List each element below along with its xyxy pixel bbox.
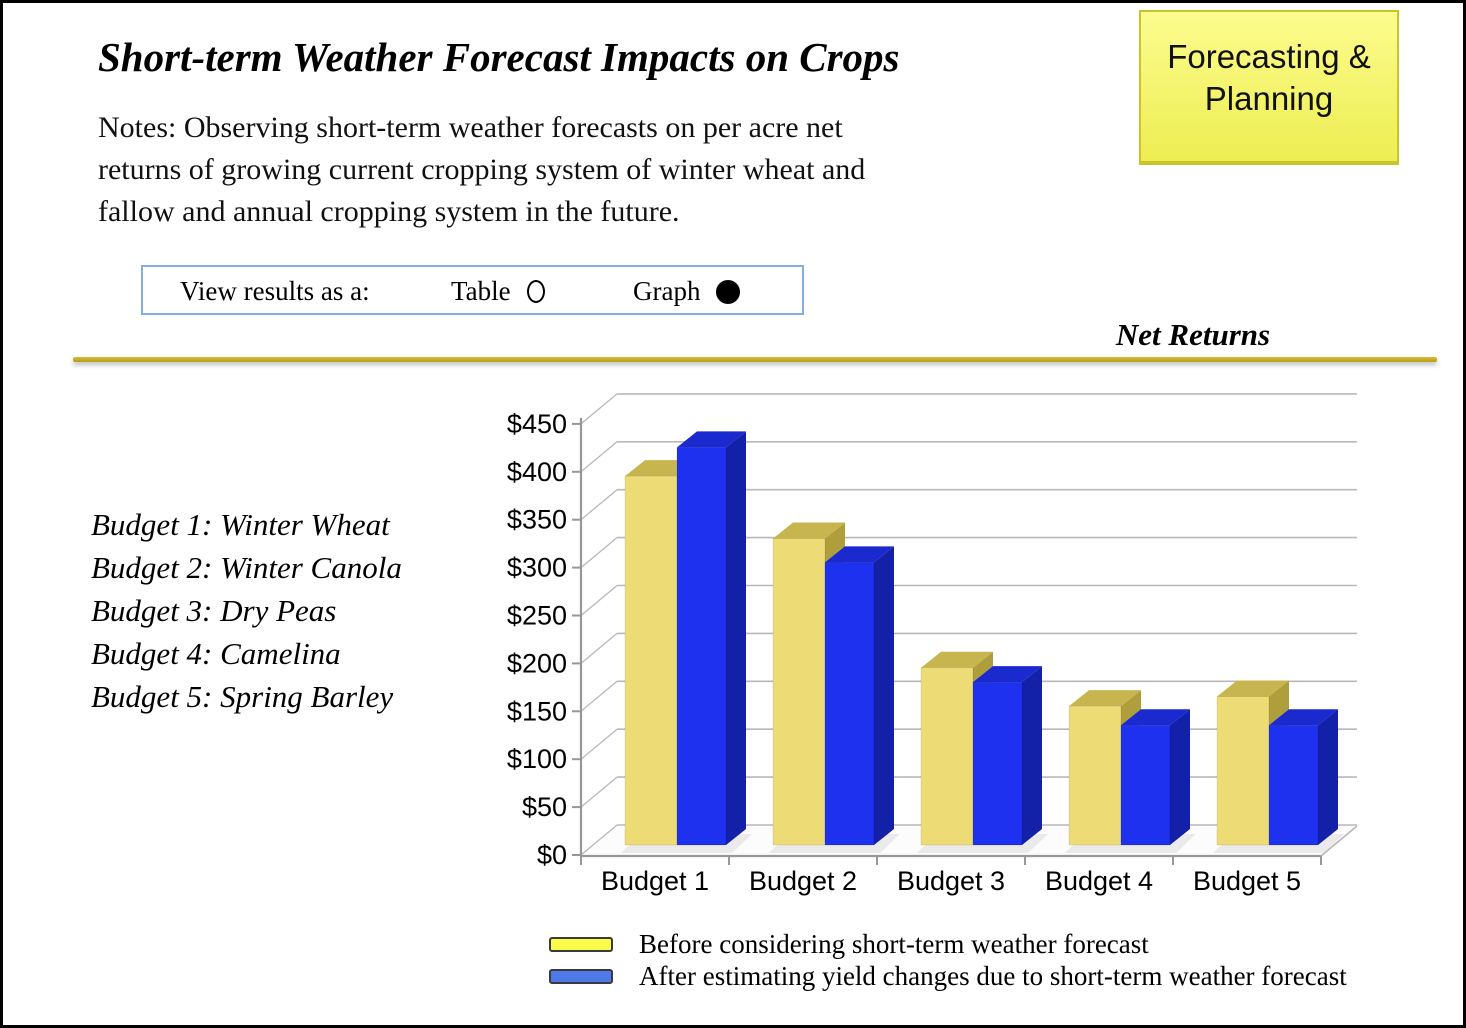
budget-key-item: Budget 4: Camelina xyxy=(91,636,341,671)
graph-option-label: Graph xyxy=(633,276,701,306)
tag-line-2: Planning xyxy=(1204,79,1334,117)
notes-text xyxy=(98,107,865,233)
net-returns-3d-bar-chart xyxy=(488,378,1438,923)
after-series-label: After estimating yield changes due to short-term weather forecast xyxy=(639,960,1347,991)
svg-text:$350: $350 xyxy=(506,504,567,535)
svg-text:$50: $50 xyxy=(521,792,567,823)
table-option[interactable] xyxy=(451,276,545,307)
bar-after-budget-5 xyxy=(1269,709,1338,845)
tag-line-1: Forecasting & xyxy=(1167,37,1371,75)
budget-key xyxy=(91,503,402,718)
graph-option[interactable] xyxy=(633,276,740,307)
svg-text:$250: $250 xyxy=(506,600,567,631)
before-series-swatch xyxy=(549,937,613,952)
svg-text:Budget 1: Budget 1 xyxy=(600,866,710,896)
legend-row-after xyxy=(549,960,1439,991)
view-results-toggle xyxy=(141,265,804,315)
svg-text:Budget 4: Budget 4 xyxy=(1044,866,1154,896)
bar-after-budget-4 xyxy=(1121,709,1190,845)
budget-key-item: Budget 3: Dry Peas xyxy=(91,593,337,628)
svg-text:$400: $400 xyxy=(506,456,567,487)
notes-line-1: Notes: Observing short-term weather forecasts on per acre net xyxy=(98,111,843,144)
gold-divider xyxy=(73,357,1437,362)
notes-line-2: returns of growing current cropping system of winter wheat and xyxy=(98,153,866,186)
budget-key-item: Budget 1: Winter Wheat xyxy=(91,507,390,542)
legend-row-before xyxy=(549,928,1439,959)
table-radio-button[interactable] xyxy=(527,280,545,303)
before-series-label: Before considering short-term weather forecast xyxy=(639,928,1149,959)
bar-after-budget-1 xyxy=(677,431,746,845)
chart-title: Net Returns xyxy=(1115,317,1271,352)
svg-text:$100: $100 xyxy=(506,744,567,775)
after-series-swatch xyxy=(549,969,613,984)
table-option-label: Table xyxy=(451,276,511,306)
page-title: Short-term Weather Forecast Impacts on Crops xyxy=(98,34,900,80)
svg-text:$0: $0 xyxy=(536,840,567,870)
svg-text:Budget 2: Budget 2 xyxy=(748,866,858,896)
svg-text:$450: $450 xyxy=(506,408,567,439)
svg-text:Budget 3: Budget 3 xyxy=(896,866,1006,896)
chart-legend xyxy=(549,928,1439,995)
notes-line-3: fallow and annual cropping system in the future. xyxy=(98,195,680,228)
bar-after-budget-3 xyxy=(973,666,1042,845)
budget-key-item: Budget 2: Winter Canola xyxy=(91,550,402,585)
bar-after-budget-2 xyxy=(825,546,894,845)
graph-radio-button[interactable] xyxy=(716,280,740,304)
svg-text:$150: $150 xyxy=(506,696,567,727)
svg-text:$200: $200 xyxy=(506,648,567,679)
forecasting-planning-tag xyxy=(1139,10,1399,165)
view-results-label: View results as a: xyxy=(180,276,370,306)
svg-text:Budget 5: Budget 5 xyxy=(1192,866,1302,896)
svg-text:$300: $300 xyxy=(506,552,567,583)
budget-key-item: Budget 5: Spring Barley xyxy=(91,679,394,714)
